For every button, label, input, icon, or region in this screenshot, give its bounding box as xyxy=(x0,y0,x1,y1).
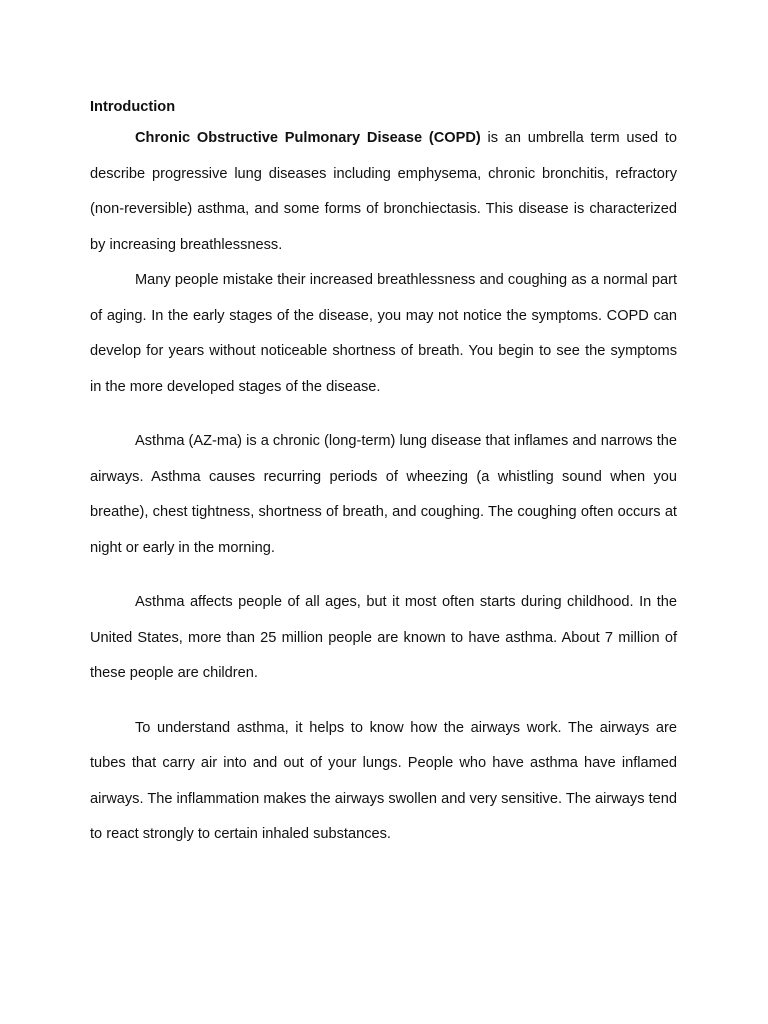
copd-term: Chronic Obstructive Pulmonary Disease (COPD) xyxy=(135,130,481,146)
paragraph-copd-definition xyxy=(90,121,677,263)
paragraph-airways: To understand asthma, it helps to know how the airways work. The airways are tubes that carry air into and out of your lungs. People who have asthma have inflamed airways. The inflammation makes the airways swollen and very sensitive. The airways tend to react strongly to certain inhaled substances. xyxy=(90,719,677,842)
document-page xyxy=(90,97,677,853)
paragraph-asthma-prevalence: Asthma affects people of all ages, but it most often starts during childhood. In the United States, more than 25 million people are known to have asthma. About 7 million of these people are children. xyxy=(90,594,677,681)
section-heading: Introduction xyxy=(90,99,176,115)
paragraph-asthma-definition: Asthma (AZ-ma) is a chronic (long-term) lung disease that inflames and narrows the airways. Asthma causes recurring periods of wheezing (a whistling sound when you breathe), chest tightness, shortness of breath, and coughing. The coughing often occurs at night or early in the morning. xyxy=(90,433,677,556)
paragraph-text: is an umbrella term used to describe progressive lung diseases including emphysema, chronic bronchitis, refractory (non-reversible) asthma, and some forms of bronchiectasis. This disease is characterized by increasing breathlessness. xyxy=(90,130,677,253)
paragraph-copd-symptoms: Many people mistake their increased breathlessness and coughing as a normal part of aging. In the early stages of the disease, you may not notice the symptoms. COPD can develop for years without noticeable shortness of breath. You begin to see the symptoms in the more developed stages of the disease. xyxy=(90,272,677,395)
